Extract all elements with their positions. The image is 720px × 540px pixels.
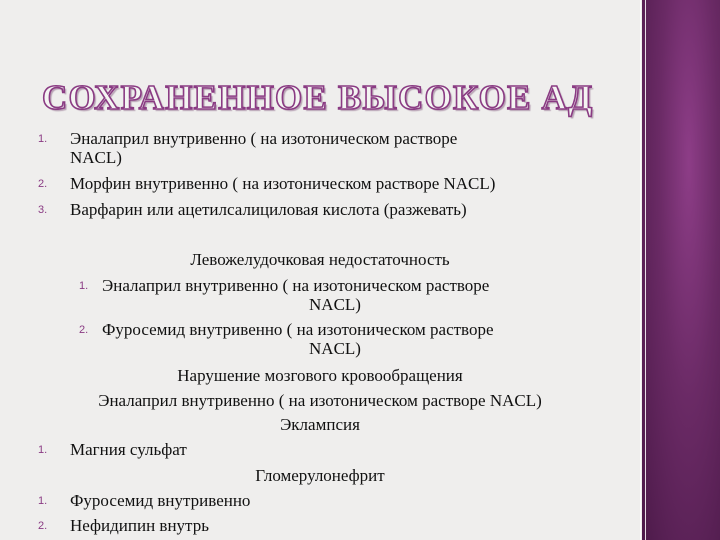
list-item-text: Эналаприл внутривенно ( на изотоническом растворе [102,276,490,295]
list-number: 2. [38,520,48,532]
list-item-text: Фуросемид внутривенно [70,491,251,510]
section-heading: Гломерулонефрит [255,466,385,485]
list-item-text: NACL) [309,295,361,314]
list-item-text: Нефидипин внутрь [70,516,209,535]
section-text: Эналаприл внутривенно ( на изотоническом растворе NACL) [98,391,542,410]
list-item-text: NACL) [309,339,361,358]
list-number: 1. [79,280,89,292]
list-number: 1. [38,495,48,507]
section-heading: Левожелудочковая недостаточность [190,250,450,269]
section-heading: Нарушение мозгового кровообращения [177,366,463,385]
list-number: 3. [38,204,48,216]
list-item-text: Магния сульфат [70,440,187,459]
section-heading: Эклампсия [280,415,360,434]
list-number: 2. [79,324,89,336]
list-item-text: Морфин внутривенно ( на изотоническом растворе NACL) [70,174,496,193]
list-number: 1. [38,133,48,145]
list-number: 1. [38,444,48,456]
list-item-text: Эналаприл внутривенно ( на изотоническом растворе [70,129,458,148]
slide-title: СОХРАНЕННОЕ ВЫСОКОЕ АД [42,78,594,117]
sidebar-divider-line [640,0,641,540]
list-item-text: Варфарин или ацетилсалициловая кислота (разжевать) [70,200,467,219]
sidebar-divider-line [645,0,646,540]
list-number: 2. [38,178,48,190]
list-item-text: Фуросемид внутривенно ( на изотоническом растворе [102,320,494,339]
decorative-sidebar [642,0,720,540]
list-item-text: NACL) [70,148,122,167]
